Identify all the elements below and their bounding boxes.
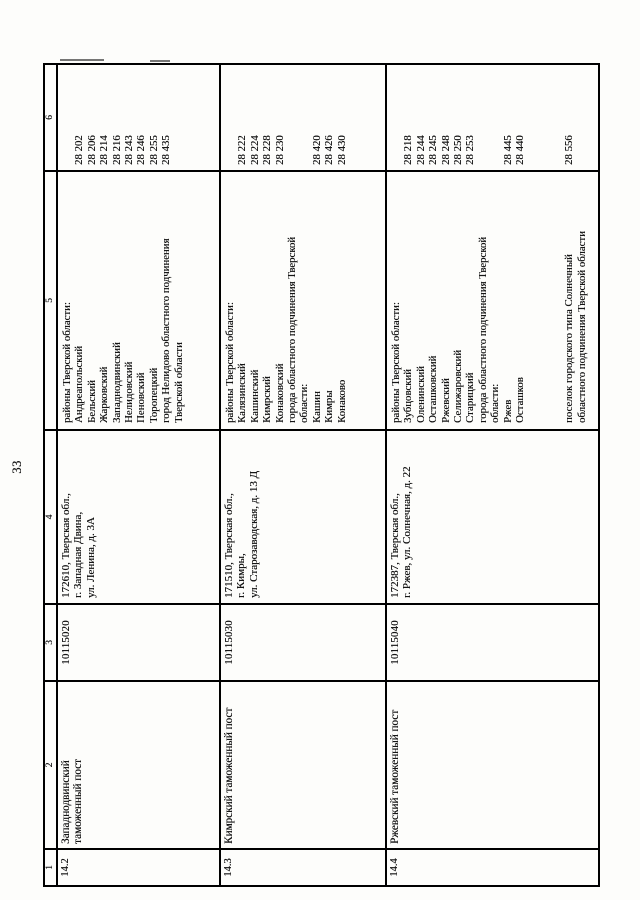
territory-code-line: 28 214: [98, 135, 111, 165]
territory-code-line: [551, 65, 563, 165]
territory-name-line: Западнодвинский: [110, 342, 123, 423]
territory-name-line: Кашинский: [248, 369, 261, 423]
territory-code-line: 28 244: [414, 135, 427, 165]
row-index-cell: 14.3: [221, 848, 385, 885]
territory-name-line: области:: [298, 383, 311, 423]
territory-name-line: [539, 172, 551, 423]
territory-name-line: районы Тверской области:: [390, 302, 402, 423]
post-code-cell: 10115040: [387, 603, 598, 680]
column-header-6: 6: [45, 115, 55, 120]
territory-code-line: 28 250: [451, 135, 464, 165]
row-index-cell: 14.4: [387, 848, 598, 885]
column-header-5: 5: [45, 170, 56, 429]
territory-name-line: Кимры: [323, 390, 336, 423]
post-address-cell: [221, 429, 385, 603]
territory-code-line: 28 556: [563, 135, 576, 165]
territory-name-line: Торопецкий: [147, 367, 160, 423]
territory-name-line: областного подчинения Тверской области: [575, 231, 588, 423]
territories-cell: [387, 170, 598, 429]
territory-name-line: области:: [489, 383, 502, 423]
territory-code-line: 28 246: [135, 135, 148, 165]
table-row: [58, 65, 219, 885]
territory-name-line: районы Тверской области:: [61, 302, 73, 423]
post-name-line: Ржевский таможенный пост: [389, 709, 401, 844]
territory-name-line: Андреапольский: [73, 346, 86, 423]
territory-code-line: [489, 65, 501, 165]
territory-code-line: [390, 65, 402, 165]
territory-name-line: Нелидовский: [122, 361, 135, 423]
territory-name-line: Калязинский: [236, 363, 249, 423]
territory-name-line: Конаково: [335, 379, 348, 423]
post-name-cell: [58, 680, 219, 848]
post-name-cell: [221, 680, 385, 848]
territory-name-line: Тверской области: [172, 342, 185, 423]
territory-name-line: Бельский: [85, 380, 98, 423]
territory-code-line: 28 248: [439, 135, 452, 165]
territory-code-line: 28 230: [273, 135, 286, 165]
address-line: г. Западная Двина,: [72, 511, 85, 598]
post-address-cell: [58, 429, 219, 603]
territory-name-line: города областного подчинения Тверской: [476, 236, 489, 423]
table-row: [219, 65, 385, 885]
table-body: [58, 65, 598, 885]
territory-name-line: города областного подчинения Тверской: [285, 236, 298, 423]
territory-name-line: Пеновский: [135, 372, 148, 423]
page-number: 33: [10, 460, 24, 474]
table-row: [385, 65, 598, 885]
territory-code-line: [298, 65, 310, 165]
address-line: 171510, Тверская обл.,: [223, 493, 235, 598]
territory-name-line: город Нелидово областного подчинения: [160, 238, 173, 423]
territory-code-line: 28 440: [513, 135, 526, 165]
territory-name-line: районы Тверской области:: [224, 302, 236, 423]
territory-codes-cell: [58, 65, 219, 170]
territory-code-line: 28 420: [310, 135, 323, 165]
territory-codes-cell: [221, 65, 385, 170]
column-header-2: 2: [45, 680, 56, 848]
territory-name-line: Старицкий: [464, 372, 477, 423]
territory-name-line: Ржев: [501, 399, 514, 423]
territory-name-line: Ржевский: [439, 378, 452, 423]
territory-code-line: [61, 65, 73, 165]
territory-name-line: Жарковский: [98, 366, 111, 423]
territory-codes-cell: [387, 65, 598, 170]
territory-code-line: 28 224: [248, 135, 261, 165]
territory-code-line: 28 216: [110, 135, 123, 165]
territory-code-line: 28 255: [147, 135, 160, 165]
post-name-line: таможенный пост: [72, 759, 85, 844]
territory-name-line: Осташков: [513, 377, 526, 423]
territory-name-line: Осташковский: [427, 355, 440, 423]
post-name-cell: [387, 680, 598, 848]
territory-code-line: 28 430: [335, 135, 348, 165]
territory-name-line: поселок городского типа Солнечный: [563, 254, 576, 423]
territory-name-line: Селижаровский: [451, 350, 464, 423]
address-line: 172610, Тверская обл.,: [60, 493, 72, 598]
address-line: ул. Старозаводская, д. 13 Д: [247, 471, 260, 598]
territory-name-line: [551, 172, 563, 423]
territory-code-line: 28 218: [402, 135, 415, 165]
post-code-cell: 10115030: [221, 603, 385, 680]
post-name-line: Кимрский таможенный пост: [223, 707, 235, 844]
post-name-line: Западнодвинский: [60, 760, 72, 844]
territory-code-line: 28 206: [85, 135, 98, 165]
post-code-cell: 10115020: [58, 603, 219, 680]
address-line: ул. Ленина, д. 3А: [84, 517, 97, 598]
territory-code-line: 28 426: [323, 135, 336, 165]
territories-cell: [58, 170, 219, 429]
territory-code-line: 28 245: [427, 135, 440, 165]
territory-code-line: 28 445: [501, 135, 514, 165]
territory-code-line: [576, 65, 588, 165]
territory-code-line: 28 228: [261, 135, 274, 165]
territory-code-line: 28 222: [236, 135, 249, 165]
territory-code-line: [224, 65, 236, 165]
territory-code-line: 28 435: [160, 135, 173, 165]
territory-code-line: [286, 65, 298, 165]
column-header-1: 1: [45, 848, 56, 885]
post-address-cell: [387, 429, 598, 603]
territory-code-line: [477, 65, 489, 165]
table-header-row: [45, 65, 58, 885]
row-index-cell: 14.2: [58, 848, 219, 885]
territories-cell: [221, 170, 385, 429]
customs-posts-table: [43, 63, 600, 887]
territory-name-line: Кашин: [310, 391, 323, 423]
territory-name-line: Конаковский: [273, 363, 286, 423]
address-line: г. Ржев, ул. Солнечная, д. 22: [401, 466, 414, 598]
territory-code-line: 28 253: [464, 135, 477, 165]
territory-name-line: Кимрский: [261, 376, 274, 423]
territory-code-line: 28 243: [122, 135, 135, 165]
address-line: 172387, Тверская обл.,: [389, 493, 401, 598]
column-header-3: 3: [45, 603, 56, 680]
address-line: г. Кимры,: [235, 553, 248, 598]
territory-code-line: [526, 65, 538, 165]
territory-name-line: Зубцовский: [402, 369, 415, 423]
territory-name-line: [526, 172, 538, 423]
territory-code-line: [173, 65, 185, 165]
column-header-4: 4: [45, 429, 56, 603]
territory-code-line: 28 202: [73, 135, 86, 165]
territory-code-line: [539, 65, 551, 165]
territory-name-line: Оленинский: [414, 366, 427, 423]
